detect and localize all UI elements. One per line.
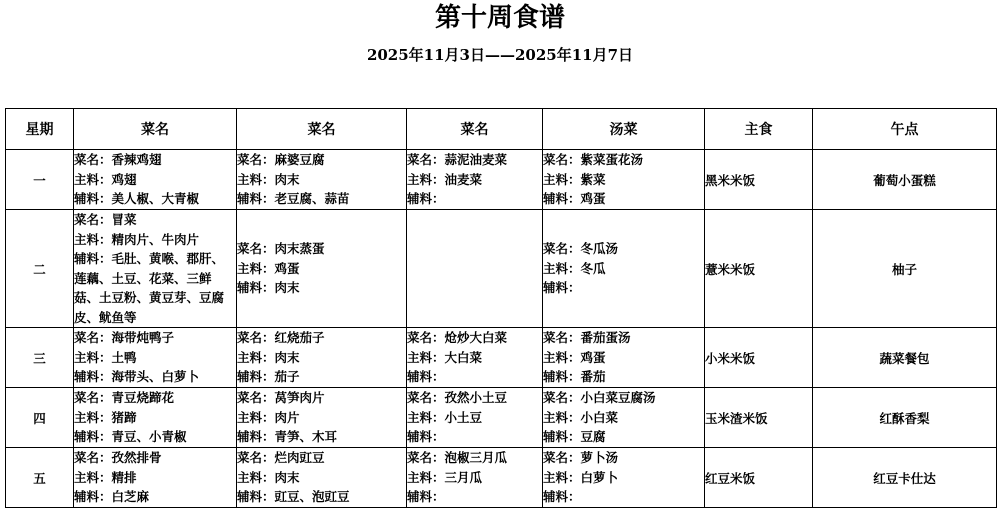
header-staple: 主食: [705, 109, 813, 150]
dish-2-cell: [237, 388, 407, 448]
dish-name: 菜名：海带炖鸭子: [74, 330, 175, 346]
dish-main: 主料：肉末: [237, 171, 300, 187]
dish-1-cell: [74, 328, 237, 388]
snack-cell: 蔬菜餐包: [813, 328, 997, 388]
dish-side: 辅料：茄子: [237, 369, 300, 385]
snack-cell: 葡萄小蛋糕: [813, 150, 997, 210]
dish-3-cell: [407, 388, 543, 448]
dish-side: 辅料：肉末: [237, 280, 300, 296]
dish-2-cell: [237, 210, 407, 328]
staple-cell: 薏米米饭: [705, 210, 813, 328]
dish-side: 辅料：美人椒、大青椒: [74, 191, 200, 207]
dish-main: 主料：油麦菜: [407, 171, 483, 187]
dish-side: 辅料：: [407, 429, 445, 445]
dish-side: 辅料：老豆腐、蒜苗: [237, 191, 350, 207]
dish-name: 菜名：冬瓜汤: [543, 241, 619, 257]
dish-1-cell: [74, 150, 237, 210]
dish-name: 菜名：孜然排骨: [74, 450, 162, 466]
weekday-cell: 三: [6, 328, 74, 388]
header-dish-3: 菜名: [407, 109, 543, 150]
dish-name: 菜名：红烧茄子: [237, 330, 325, 346]
dish-2-cell: [237, 328, 407, 388]
soup-cell: [543, 388, 705, 448]
header-dish-1: 菜名: [74, 109, 237, 150]
weekday-cell: 一: [6, 150, 74, 210]
dish-main: 主料：精肉片、牛肉片: [74, 231, 200, 247]
table-row: [6, 388, 997, 448]
soup-cell: [543, 328, 705, 388]
dish-main: 主料：三月瓜: [407, 469, 483, 485]
dish-main: 主料：小土豆: [407, 409, 483, 425]
dish-side: 辅料：青豆、小青椒: [74, 429, 187, 445]
dish-main: 主料：小白菜: [543, 409, 619, 425]
dish-name: 菜名：紫菜蛋花汤: [543, 152, 644, 168]
dish-side: 辅料：: [407, 489, 445, 505]
table-row: [6, 210, 997, 328]
dish-1-cell: [74, 210, 237, 328]
header-weekday: 星期: [6, 109, 74, 150]
dish-name: 菜名：小白菜豆腐汤: [543, 390, 656, 406]
dish-1-cell: [74, 388, 237, 448]
table-row: [6, 448, 997, 508]
dish-name: 菜名：萝卜汤: [543, 450, 619, 466]
dish-name: 菜名：番茄蛋汤: [543, 330, 631, 346]
staple-cell: 小米米饭: [705, 328, 813, 388]
dish-name: 菜名：麻婆豆腐: [237, 152, 325, 168]
dish-1-cell: [74, 448, 237, 508]
dish-side: 辅料：: [407, 191, 445, 207]
staple-cell: 黑米米饭: [705, 150, 813, 210]
dish-main: 主料：肉末: [237, 349, 300, 365]
dish-2-cell: [237, 448, 407, 508]
weekday-cell: 二: [6, 210, 74, 328]
dish-2-cell: [237, 150, 407, 210]
dish-main: 主料：紫菜: [543, 171, 606, 187]
dish-name: 菜名：烂肉豇豆: [237, 450, 325, 466]
dish-side: 辅料：鸡蛋: [543, 191, 606, 207]
snack-cell: 柚子: [813, 210, 997, 328]
dish-main: 主料：土鸭: [74, 349, 137, 365]
date-range: 2025年11月3日——2025年11月7日: [366, 46, 634, 64]
dish-main: 主料：鸡蛋: [237, 260, 300, 276]
dish-main: 主料：白萝卜: [543, 469, 619, 485]
dish-main: 主料：猪蹄: [74, 409, 137, 425]
dish-3-cell: [407, 150, 543, 210]
header-row: [6, 109, 997, 150]
dish-side: 辅料：番茄: [543, 369, 606, 385]
dish-side: 辅料：: [407, 369, 445, 385]
soup-cell: [543, 210, 705, 328]
dish-side: 辅料：: [543, 280, 581, 296]
dish-side: 辅料：毛肚、黄喉、郡肝、莲藕、土豆、花菜、三鲜菇、土豆粉、黄豆芽、豆腐皮、鱿鱼等: [74, 251, 225, 325]
dish-side: 辅料：白芝麻: [74, 489, 150, 505]
dish-3-cell: [407, 448, 543, 508]
dish-name: 菜名：泡椒三月瓜: [407, 450, 508, 466]
menu-table: [5, 108, 997, 508]
header-soup: 汤菜: [543, 109, 705, 150]
dish-main: 主料：肉片: [237, 409, 300, 425]
dish-side: 辅料：豇豆、泡豇豆: [237, 489, 350, 505]
header-snack: 午点: [813, 109, 997, 150]
dish-name: 菜名：青豆烧蹄花: [74, 390, 175, 406]
dish-name: 菜名：孜然小土豆: [407, 390, 508, 406]
staple-cell: 玉米渣米饭: [705, 388, 813, 448]
dish-3-cell: [407, 210, 543, 328]
dish-side: 辅料：青笋、木耳: [237, 429, 338, 445]
dish-name: 菜名：炝炒大白菜: [407, 330, 508, 346]
dish-side: 辅料：: [543, 489, 581, 505]
dish-3-cell: [407, 328, 543, 388]
dish-side: 辅料：海带头、白萝卜: [74, 369, 200, 385]
soup-cell: [543, 448, 705, 508]
soup-cell: [543, 150, 705, 210]
dish-main: 主料：鸡翅: [74, 171, 137, 187]
header-dish-2: 菜名: [237, 109, 407, 150]
dish-main: 主料：精排: [74, 469, 137, 485]
dish-side: 辅料：豆腐: [543, 429, 606, 445]
dish-name: 菜名：冒菜: [74, 212, 137, 227]
dish-main: 主料：大白菜: [407, 349, 483, 365]
snack-cell: 红豆卡仕达: [813, 448, 997, 508]
page-title: 第十周食谱: [434, 3, 565, 33]
snack-cell: 红酥香梨: [813, 388, 997, 448]
staple-cell: 红豆米饭: [705, 448, 813, 508]
dish-name: 菜名：香辣鸡翅: [74, 152, 162, 168]
weekday-cell: 五: [6, 448, 74, 508]
dish-main: 主料：肉末: [237, 469, 300, 485]
dish-main: 主料：鸡蛋: [543, 349, 606, 365]
table-row: [6, 328, 997, 388]
table-row: [6, 150, 997, 210]
dish-name: 菜名：莴笋肉片: [237, 390, 325, 406]
dish-name: 菜名：肉末蒸蛋: [237, 241, 325, 257]
dish-name: 菜名：蒜泥油麦菜: [407, 152, 508, 168]
dish-main: 主料：冬瓜: [543, 260, 606, 276]
weekday-cell: 四: [6, 388, 74, 448]
